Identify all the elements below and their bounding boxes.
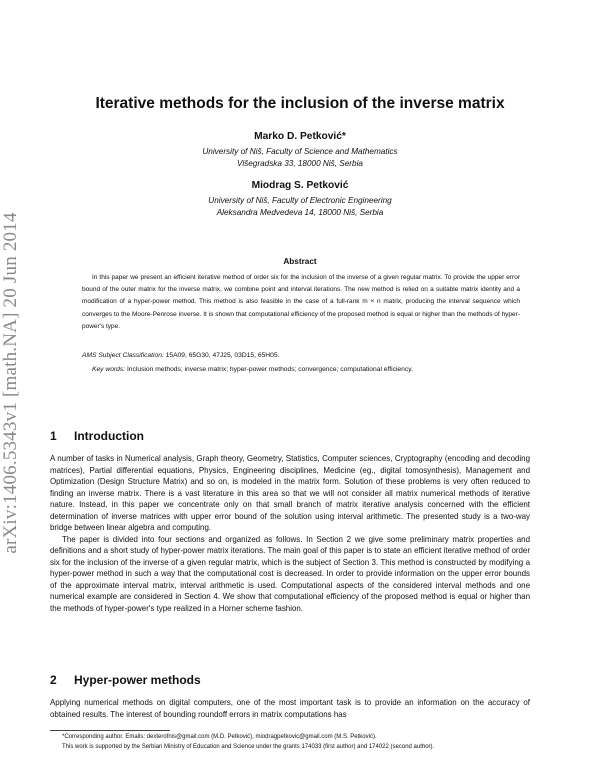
section-title: Introduction bbox=[74, 429, 144, 443]
section-title: Hyper-power methods bbox=[74, 673, 201, 687]
footnote-corresponding-author: *Corresponding author. Emails: dexterofnis@gmail.com (M.D. Petković), miodragpetkovic@gmail.com (M.S. Petković). bbox=[62, 734, 377, 740]
section-body-introduction bbox=[50, 453, 530, 614]
keywords-label: Key words: bbox=[92, 366, 126, 373]
author-address-line: Aleksandra Medvedeva 14, 18000 Niš, Serbia bbox=[216, 208, 384, 217]
section-heading-hyper-power bbox=[50, 673, 201, 687]
ams-classification bbox=[82, 350, 520, 362]
keywords bbox=[82, 364, 520, 376]
ams-value: 15A09, 65G30, 47J25, 03D15, 65H05. bbox=[165, 352, 280, 359]
author-affiliation-line: University of Niš, Faculty of Science and Mathematics bbox=[202, 147, 398, 156]
paper-title: Iterative methods for the inclusion of the inverse matrix bbox=[95, 95, 505, 112]
body-paragraph: The paper is divided into four sections and organized as follows. In Section 2 we give some preliminary matrix properties and definitions and a short study of hyper-power matrix iterations. The main goal of this paper is to state an efficient iterative method of order six for the inclusion of the inverse of a given regular matrix, which is the subject of Section 3. This method is constructed by modifying a hyper-power method in such a way that the computational cost is decreased. In order to provide information on the upper error bounds of the approximate interval matrix, interval arithmetic is used. Computational aspects of the considered interval methods and one numerical example are considered in Section 4. We show that computational efficiency of the proposed method is equal or higher than the methods of hyper-power's type realized in a Horner scheme fashion. bbox=[50, 534, 530, 613]
footnote-rule bbox=[50, 730, 170, 731]
ams-label: AMS Subject Classification: bbox=[82, 352, 164, 359]
author-address-line: Višegradska 33, 18000 Niš, Serbia bbox=[237, 159, 363, 168]
body-paragraph: Applying numerical methods on digital computers, one of the most important task is to provide an information on the accuracy of obtained results. The interest of bounding roundoff errors in matrix computations has bbox=[50, 698, 530, 719]
footnotes bbox=[50, 733, 530, 752]
keywords-value: Inclusion methods; inverse matrix; hyper-power methods; convergence; computational efficiency. bbox=[126, 366, 413, 373]
section-heading-introduction bbox=[50, 429, 144, 443]
author-name: Miodrag S. Petković bbox=[251, 180, 349, 191]
abstract-body bbox=[82, 272, 520, 333]
arxiv-sidebar-stamp: arXiv:1406.5343v1 [math.NA] 20 Jun 2014 bbox=[0, 212, 21, 554]
abstract-heading: Abstract bbox=[283, 257, 317, 266]
author-name: Marko D. Petković* bbox=[254, 131, 346, 142]
author-affiliation-line: University of Niš, Faculty of Electronic Engineering bbox=[208, 196, 392, 205]
abstract-paragraph: In this paper we present an efficient iterative method of order six for the inclusion of the inverse of a given regular matrix. To provide the upper error bound of the outer matrix for the inverse matrix, we combine point and interval iterations. The new method is relied on a suitable matrix identity and a modification of a hyper-power method. This method is also feasible in the case of a full-rank m × n matrix, producing the interval sequence which converges to the Moore-Penrose inverse. It is shown that computational efficiency of the proposed method is equal or higher than the methods of hyper-power's type. bbox=[82, 274, 520, 330]
footnote-funding: This work is supported by the Serbian Ministry of Education and Science under the grants 174033 (first author) and 174022 (second author). bbox=[62, 743, 435, 750]
section-number: 1 bbox=[50, 429, 57, 443]
section-body-hyper-power bbox=[50, 697, 530, 720]
body-paragraph: A number of tasks in Numerical analysis, Graph theory, Geometry, Statistics, Computer sciences, Cryptography (encoding and decoding matrices), Partial differential equations, Physics, Engineering disciplines, Medicine (eg., digital tomosynthesis), Management and Optimization (Design Structure Matrix) and so on, is modeled in the matrix form. Solution of these problems is very often reduced to finding an inverse matrix. There is a vast literature in this area so that we will not consider all matrix numerical methods of iterative nature. Instead, in this paper we concentrate only on that small branch of matrix iterative analysis concerned with the efficient determination of inverse matrices with upper error bound of the solution using interval arithmetic. The presented study is a two-way bridge between linear algebra and computing. bbox=[50, 454, 530, 532]
section-number: 2 bbox=[50, 673, 57, 687]
